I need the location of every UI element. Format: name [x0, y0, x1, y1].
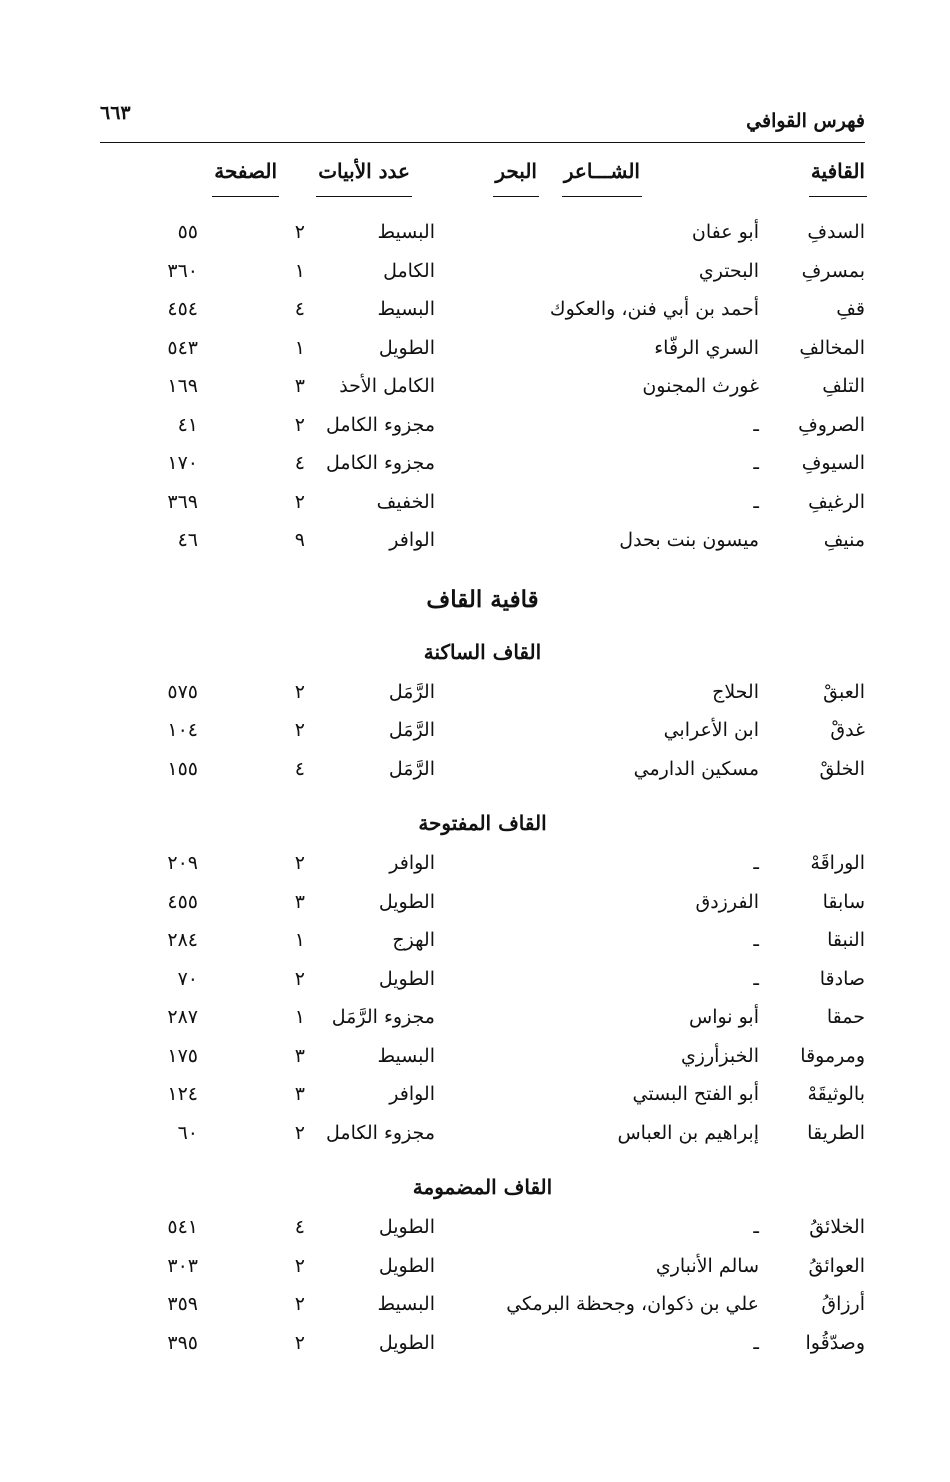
meter-cell: الطويل	[378, 1216, 435, 1238]
meter-cell: الكامل	[383, 259, 435, 282]
rhyme-cell: الصروفِ	[798, 413, 865, 436]
rhyme-cell: بمسرفِ	[801, 259, 865, 282]
meter-cell: البسيط	[377, 221, 435, 243]
rhyme-cell: المخالفِ	[799, 336, 865, 359]
meter-cell: البسيط	[377, 1044, 435, 1067]
page-cell: ٤١	[177, 413, 198, 436]
meter-cell: البسيط	[377, 298, 435, 320]
rhyme-cell: ومرموقا	[800, 1044, 865, 1067]
index-page	[100, 96, 865, 1364]
rhyme-cell: الطريقا	[807, 1121, 865, 1144]
meter-cell: البسيط	[377, 1293, 435, 1315]
rhyme-cell: التلفِ	[822, 375, 865, 397]
rhyme-cell: العبقْ	[823, 680, 865, 703]
page-cell: ١٧٠	[167, 452, 198, 474]
page-cell: ٧٠	[177, 967, 198, 990]
meter-cell: مجزوء الكامل	[326, 452, 435, 474]
subsection-title-madmuma: القاف المضمومة	[412, 1175, 553, 1199]
rhyme-cell: السدفِ	[807, 221, 865, 243]
rhyme-cell: سابقا	[822, 890, 865, 913]
rhyme-cell: منيفِ	[823, 529, 865, 551]
page-cell: ١٥٥	[167, 757, 198, 780]
meter-cell: مجزوء الكامل	[326, 413, 435, 436]
poet-cell: السري الرفّاء	[654, 336, 759, 359]
verses-cell: ٢	[294, 1254, 305, 1277]
meter-cell: الوافر	[389, 529, 435, 551]
page-cell: ٣٩٥	[167, 1331, 198, 1354]
column-header-meter: البحر	[495, 159, 537, 183]
page-cell: ١٠٤	[167, 719, 198, 741]
rhyme-cell: بالوثيقَهْ	[807, 1083, 865, 1105]
index-row	[100, 408, 865, 447]
index-row	[100, 1000, 865, 1039]
page-cell: ٣٦٠	[167, 259, 198, 282]
verses-cell: ٣	[294, 1044, 305, 1067]
verses-cell: ٢	[294, 413, 305, 436]
verses-cell: ٢	[294, 680, 305, 703]
rhyme-cell: قفِ	[836, 298, 865, 320]
rhyme-cell: الخلائقُ	[809, 1216, 865, 1238]
running-header	[100, 96, 865, 143]
index-row	[100, 1326, 865, 1365]
rhyme-cell: صادقا	[819, 967, 865, 990]
meter-cell: مجزوء الرَّمَل	[331, 1006, 435, 1028]
index-row	[100, 1249, 865, 1288]
index-row	[100, 1116, 865, 1155]
meter-cell: الخفيف	[376, 490, 435, 513]
page-cell: ٣٥٩	[167, 1293, 198, 1315]
rhyme-cell: الوراقَهْ	[810, 852, 865, 874]
poet-cell: أبو عفان	[691, 221, 759, 243]
verses-cell: ٣	[294, 890, 305, 913]
verses-cell: ٢	[294, 221, 305, 243]
index-row	[100, 523, 865, 562]
page-number: ٦٦٣	[100, 102, 131, 124]
verses-cell: ٢	[294, 1293, 305, 1315]
column-header-rhyme: القافية	[810, 159, 865, 183]
rhyme-cell: غدقْ	[830, 719, 865, 741]
column-header-verses: عدد الأبيات	[318, 159, 410, 183]
meter-cell: الرَّمَل	[388, 680, 435, 703]
index-row	[100, 713, 865, 752]
index-row	[100, 1039, 865, 1078]
subsection-title-sakin: القاف الساكنة	[423, 639, 542, 664]
verses-cell: ٣	[294, 1083, 305, 1105]
qaf-maftuha-list	[100, 846, 865, 1154]
page-cell: ٤٥٥	[167, 890, 198, 913]
meter-cell: الرَّمَل	[388, 719, 435, 741]
verses-cell: ٤	[294, 1216, 305, 1238]
poet-cell: ـ	[753, 967, 759, 990]
index-row	[100, 923, 865, 962]
meter-cell: مجزوء الكامل	[326, 1121, 435, 1144]
index-row	[100, 1287, 865, 1326]
page-cell: ٢٨٧	[167, 1006, 198, 1028]
poet-cell: الخبزأرزي	[680, 1044, 759, 1067]
index-row	[100, 885, 865, 924]
meter-cell: الكامل الأحذ	[339, 375, 435, 397]
verses-cell: ٤	[294, 298, 305, 320]
meter-cell: الطويل	[378, 1254, 435, 1277]
verses-cell: ١	[294, 336, 305, 359]
index-row	[100, 331, 865, 370]
column-header-page: الصفحة	[214, 159, 277, 183]
page-cell: ٣٦٩	[167, 490, 198, 513]
index-row	[100, 752, 865, 791]
index-row	[100, 215, 865, 254]
meter-cell: الطويل	[378, 336, 435, 359]
meter-cell: الوافر	[389, 852, 435, 874]
fa-rhymes-list	[100, 215, 865, 562]
verses-cell: ٢	[294, 719, 305, 741]
poet-cell: الفرزدق	[695, 890, 759, 913]
verses-cell: ١	[294, 929, 305, 951]
verses-cell: ٩	[294, 529, 305, 551]
poet-cell: إبراهيم بن العباس	[617, 1121, 759, 1144]
verses-cell: ٢	[294, 1121, 305, 1144]
running-title: فهرس القوافي	[746, 110, 865, 132]
meter-cell: الرَّمَل	[388, 757, 435, 780]
poet-cell: مسكين الدارمي	[633, 757, 759, 780]
index-row	[100, 446, 865, 485]
meter-cell: الهزج	[392, 929, 435, 951]
index-row	[100, 485, 865, 524]
poet-cell: علي بن ذكوان، وجحظة البرمكي	[506, 1293, 759, 1315]
meter-cell: الطويل	[378, 890, 435, 913]
page-cell: ١٢٤	[167, 1083, 198, 1105]
subsection-title-maftuha: القاف المفتوحة	[418, 811, 547, 835]
page-cell: ٢٨٤	[167, 929, 198, 951]
poet-cell: سالم الأنباري	[655, 1254, 759, 1277]
page-cell: ٦٠	[177, 1121, 198, 1144]
rhyme-cell: الرغيفِ	[808, 490, 865, 513]
poet-cell: الحلاج	[712, 680, 759, 703]
qaf-sakin-list	[100, 675, 865, 791]
page-cell: ٥٧٥	[167, 680, 198, 703]
poet-cell: أبو نواس	[689, 1006, 759, 1028]
verses-cell: ٤	[294, 452, 305, 474]
poet-cell: ـ	[753, 929, 759, 951]
rhyme-cell: وصدّقُوا	[805, 1331, 865, 1354]
poet-cell: ابن الأعرابي	[663, 719, 759, 741]
index-row	[100, 1210, 865, 1249]
index-row	[100, 1077, 865, 1116]
meter-cell: الوافر	[389, 1083, 435, 1105]
page-cell: ٤٥٤	[167, 298, 198, 320]
rhyme-cell: العوائقُ	[808, 1254, 865, 1277]
verses-cell: ٢	[294, 852, 305, 874]
rhyme-cell: السيوفِ	[801, 452, 865, 474]
rhyme-cell: حمقا	[826, 1006, 865, 1028]
page-cell: ٣٠٣	[167, 1254, 198, 1277]
poet-cell: ـ	[753, 1331, 759, 1354]
page-cell: ٢٠٩	[167, 852, 198, 874]
verses-cell: ٤	[294, 757, 305, 780]
page-cell: ٥٤٣	[167, 336, 198, 359]
meter-cell: الطويل	[378, 1331, 435, 1354]
poet-cell: ميسون بنت بحدل	[619, 529, 759, 551]
page-cell: ١٦٩	[167, 375, 198, 397]
poet-cell: ـ	[753, 490, 759, 513]
verses-cell: ٣	[294, 375, 305, 397]
rhyme-cell: الخلقْ	[819, 757, 865, 780]
poet-cell: أبو الفتح البستي	[632, 1083, 759, 1105]
page-cell: ١٧٥	[167, 1044, 198, 1067]
verses-cell: ٢	[294, 1331, 305, 1354]
poet-cell: البحتري	[698, 259, 759, 282]
page-cell: ٤٦	[177, 529, 198, 551]
poet-cell: غورث المجنون	[642, 375, 759, 397]
poet-cell: ـ	[753, 1216, 759, 1238]
page-cell: ٥٤١	[167, 1216, 198, 1238]
meter-cell: الطويل	[378, 967, 435, 990]
verses-cell: ٢	[294, 490, 305, 513]
poet-cell: ـ	[753, 852, 759, 874]
index-row	[100, 962, 865, 1001]
index-row	[100, 369, 865, 408]
rhyme-cell: أرزاقُ	[821, 1293, 865, 1315]
verses-cell: ٢	[294, 967, 305, 990]
page-cell: ٥٥	[177, 221, 198, 243]
poet-cell: ـ	[753, 452, 759, 474]
verses-cell: ١	[294, 1006, 305, 1028]
column-headers	[100, 143, 865, 215]
poet-cell: ـ	[753, 413, 759, 436]
index-row	[100, 254, 865, 293]
poet-cell: أحمد بن أبي فنن، والعكوك	[549, 298, 759, 320]
index-row	[100, 675, 865, 714]
rhyme-cell: النبقا	[827, 929, 865, 951]
section-title-qaf: قافية القاف	[426, 585, 539, 613]
verses-cell: ١	[294, 259, 305, 282]
column-header-poet: الشـــاعر	[563, 159, 640, 183]
index-row	[100, 292, 865, 331]
index-row	[100, 846, 865, 885]
qaf-madmuma-list	[100, 1210, 865, 1364]
